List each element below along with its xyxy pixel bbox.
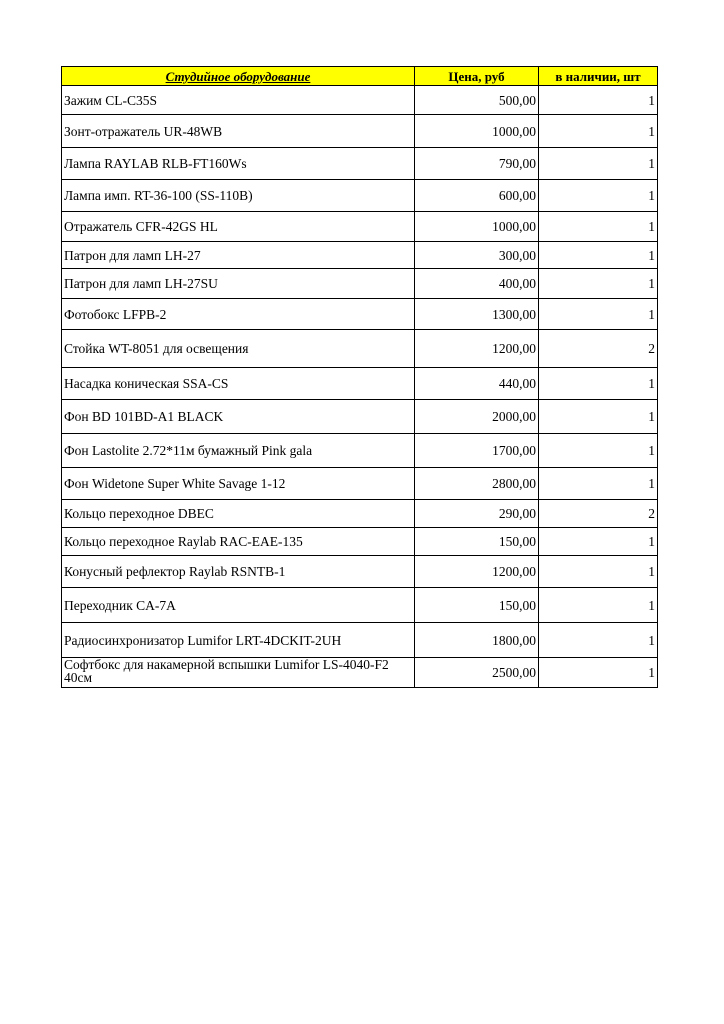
item-name: Конусный рефлектор Raylab RSNTB-1 bbox=[62, 556, 415, 588]
item-quantity: 1 bbox=[539, 434, 658, 468]
item-name: Насадка коническая SSA-CS bbox=[62, 368, 415, 400]
item-quantity: 1 bbox=[539, 368, 658, 400]
item-price: 150,00 bbox=[415, 588, 539, 623]
item-quantity: 1 bbox=[539, 468, 658, 500]
item-price: 150,00 bbox=[415, 528, 539, 556]
item-price: 290,00 bbox=[415, 500, 539, 528]
item-name: Отражатель CFR-42GS HL bbox=[62, 212, 415, 242]
header-price: Цена, руб bbox=[415, 67, 539, 86]
item-quantity: 2 bbox=[539, 500, 658, 528]
item-quantity: 1 bbox=[539, 242, 658, 269]
item-quantity: 1 bbox=[539, 588, 658, 623]
table-row bbox=[62, 368, 658, 400]
table-header-row bbox=[62, 67, 658, 86]
table-row bbox=[62, 86, 658, 115]
item-price: 2800,00 bbox=[415, 468, 539, 500]
item-price: 790,00 bbox=[415, 148, 539, 180]
price-list-sheet bbox=[61, 66, 658, 688]
item-price: 1200,00 bbox=[415, 556, 539, 588]
table-row bbox=[62, 330, 658, 368]
item-name: Патрон для ламп LH-27SU bbox=[62, 269, 415, 299]
item-name: Зонт-отражатель UR-48WB bbox=[62, 115, 415, 148]
table-row bbox=[62, 658, 658, 688]
table-row bbox=[62, 400, 658, 434]
item-price: 1700,00 bbox=[415, 434, 539, 468]
item-quantity: 2 bbox=[539, 330, 658, 368]
item-price: 1200,00 bbox=[415, 330, 539, 368]
item-price: 2500,00 bbox=[415, 658, 539, 688]
equipment-price-table bbox=[61, 66, 658, 688]
item-quantity: 1 bbox=[539, 180, 658, 212]
item-name: Кольцо переходное Raylab RAC-EAE-135 bbox=[62, 528, 415, 556]
header-quantity: в наличии, шт bbox=[539, 67, 658, 86]
table-row bbox=[62, 269, 658, 299]
item-name: Фотобокс LFPB-2 bbox=[62, 299, 415, 330]
item-quantity: 1 bbox=[539, 556, 658, 588]
table-row bbox=[62, 180, 658, 212]
item-price: 2000,00 bbox=[415, 400, 539, 434]
table-row bbox=[62, 588, 658, 623]
table-row bbox=[62, 528, 658, 556]
table-row bbox=[62, 434, 658, 468]
item-price: 600,00 bbox=[415, 180, 539, 212]
item-name: Лампа RAYLAB RLB-FT160Ws bbox=[62, 148, 415, 180]
item-quantity: 1 bbox=[539, 269, 658, 299]
item-name: Софтбокс для накамерной вспышки Lumifor LS-4040-F2 40см bbox=[62, 658, 415, 688]
item-name: Фон BD 101BD-A1 BLACK bbox=[62, 400, 415, 434]
table-row bbox=[62, 623, 658, 658]
table-row bbox=[62, 242, 658, 269]
item-name: Кольцо переходное DBEC bbox=[62, 500, 415, 528]
table-row bbox=[62, 212, 658, 242]
table-row bbox=[62, 556, 658, 588]
table-row bbox=[62, 299, 658, 330]
item-quantity: 1 bbox=[539, 115, 658, 148]
item-price: 500,00 bbox=[415, 86, 539, 115]
item-quantity: 1 bbox=[539, 528, 658, 556]
item-name: Фон Widetone Super White Savage 1-12 bbox=[62, 468, 415, 500]
item-quantity: 1 bbox=[539, 86, 658, 115]
table-row bbox=[62, 500, 658, 528]
item-price: 1300,00 bbox=[415, 299, 539, 330]
item-name: Радиосинхронизатор Lumifor LRT-4DCKIT-2UH bbox=[62, 623, 415, 658]
item-name: Патрон для ламп LH-27 bbox=[62, 242, 415, 269]
table-row bbox=[62, 115, 658, 148]
item-quantity: 1 bbox=[539, 212, 658, 242]
item-quantity: 1 bbox=[539, 400, 658, 434]
item-quantity: 1 bbox=[539, 299, 658, 330]
item-price: 1000,00 bbox=[415, 115, 539, 148]
item-name: Переходник CA-7A bbox=[62, 588, 415, 623]
item-quantity: 1 bbox=[539, 623, 658, 658]
item-price: 1800,00 bbox=[415, 623, 539, 658]
header-equipment: Студийное оборудование bbox=[62, 67, 415, 86]
table-row bbox=[62, 468, 658, 500]
item-name: Стойка WT-8051 для освещения bbox=[62, 330, 415, 368]
item-quantity: 1 bbox=[539, 148, 658, 180]
table-row bbox=[62, 148, 658, 180]
item-price: 300,00 bbox=[415, 242, 539, 269]
item-name: Зажим CL-C35S bbox=[62, 86, 415, 115]
item-price: 1000,00 bbox=[415, 212, 539, 242]
item-quantity: 1 bbox=[539, 658, 658, 688]
item-name: Фон Lastolite 2.72*11м бумажный Pink gala bbox=[62, 434, 415, 468]
item-price: 440,00 bbox=[415, 368, 539, 400]
item-name: Лампа имп. RT-36-100 (SS-110B) bbox=[62, 180, 415, 212]
item-price: 400,00 bbox=[415, 269, 539, 299]
